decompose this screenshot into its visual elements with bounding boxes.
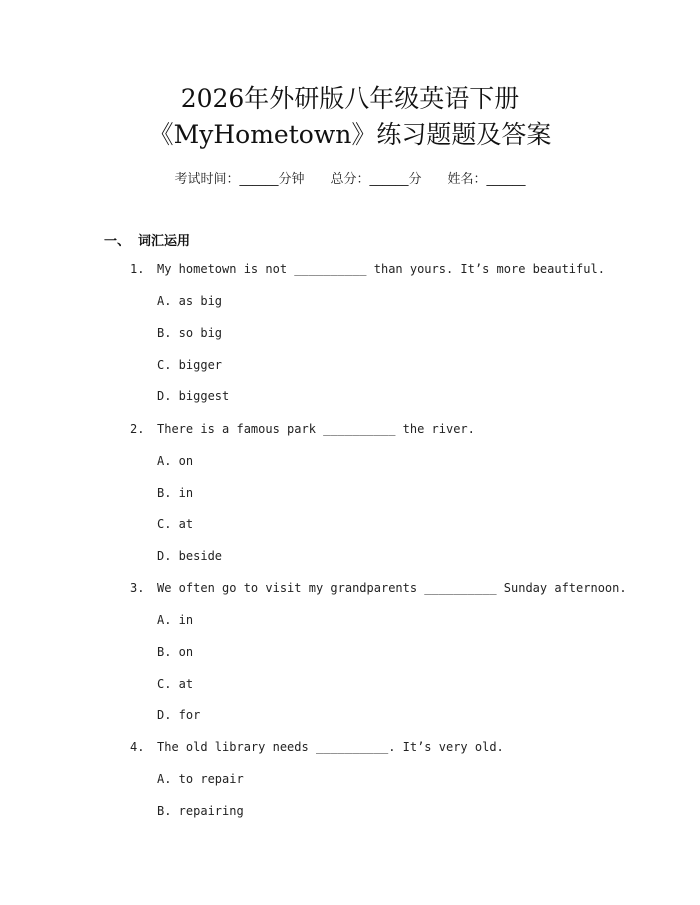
section-number: 一、 [104,234,131,249]
question-1 [130,262,605,276]
option-1b: B. so big [157,326,223,340]
option-1d: D. biggest [157,389,230,403]
question-number: 4. [130,740,145,754]
section-title: 词汇运用 [138,234,191,249]
option-3c: C. at [157,677,194,691]
question-number: 1. [130,262,145,276]
question-3 [130,581,627,595]
option-4b: B. repairing [157,804,244,818]
exam-info-line [0,168,700,187]
question-text: My hometown is not __________ than yours. It’s more beautiful. [157,262,605,276]
option-2d: D. beside [157,549,223,563]
option-2a: A. on [157,454,194,468]
student-name-label: 姓名：______ [447,172,526,187]
question-text: There is a famous park __________ the river. [157,422,475,436]
option-3d: D. for [157,708,201,722]
total-score-label: 总分：______分 [330,172,422,187]
question-4 [130,740,504,754]
option-4a: A. to repair [157,772,244,786]
question-number: 2. [130,422,145,436]
section-heading [104,230,190,249]
option-3b: B. on [157,645,194,659]
option-2b: B. in [157,486,194,500]
option-1a: A. as big [157,294,223,308]
option-3a: A. in [157,613,194,627]
document-title-line-2: 《MyHometown》练习题题及答案 [148,120,552,149]
question-text: The old library needs __________. It’s very old. [157,740,504,754]
option-2c: C. at [157,517,194,531]
question-text: We often go to visit my grandparents __________ Sunday afternoon. [157,581,627,595]
option-1c: C. bigger [157,358,223,372]
question-number: 3. [130,581,145,595]
exam-time-label: 考试时间：______分钟 [174,172,305,187]
question-2 [130,422,475,436]
document-title-line-1: 2026年外研版八年级英语下册 [180,84,520,113]
